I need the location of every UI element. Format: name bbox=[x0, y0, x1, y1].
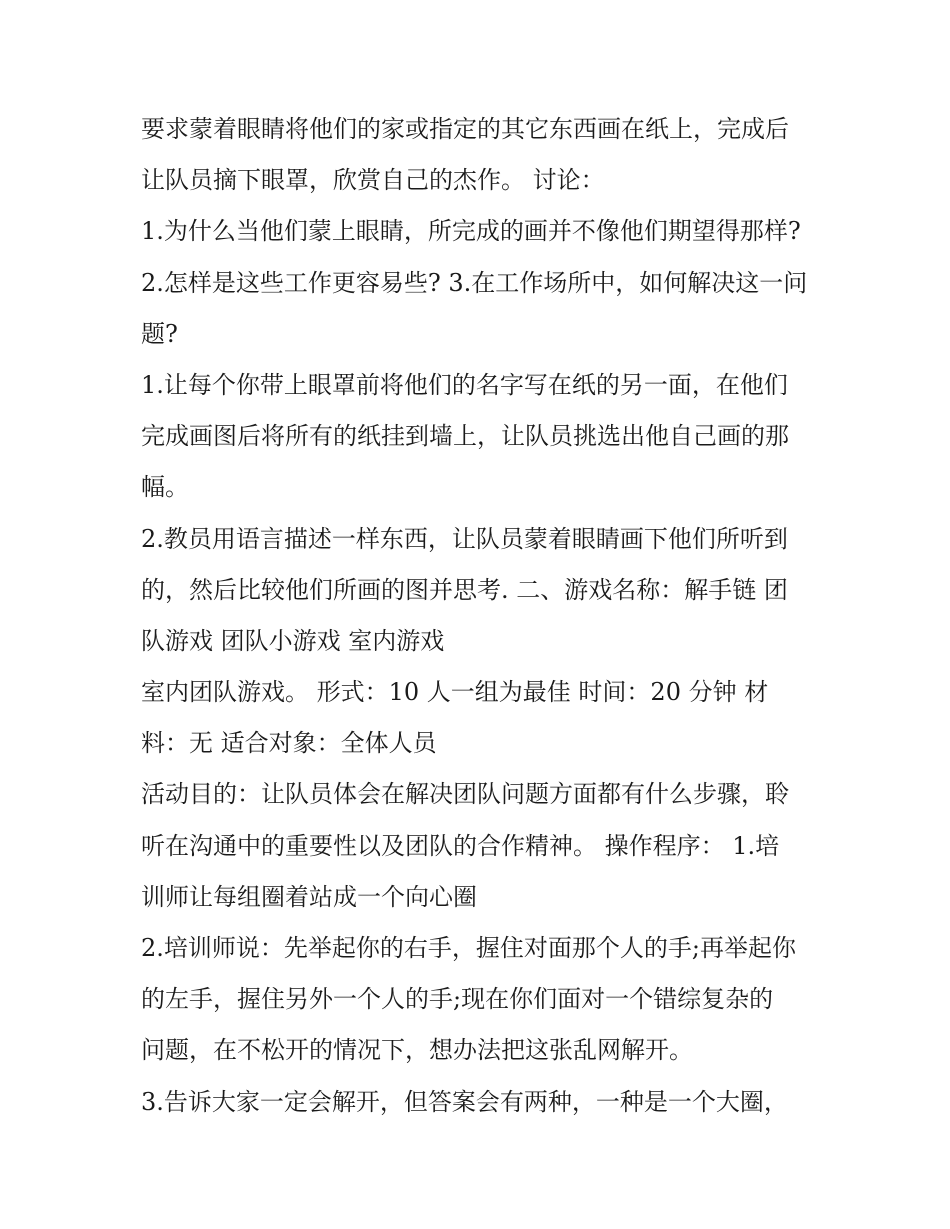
text-line: 2.教员用语言描述一样东西，让队员蒙着眼睛画下他们所听到 bbox=[141, 524, 788, 553]
text-line: 幅。 bbox=[141, 473, 189, 502]
text-line: 1.让每个你带上眼罩前将他们的名字写在纸的另一面，在他们 bbox=[141, 370, 788, 399]
text-line: 料：无 适合对象：全体人员 bbox=[141, 729, 437, 758]
text-line: 1.为什么当他们蒙上眼睛，所完成的画并不像他们期望得那样? bbox=[141, 217, 801, 246]
text-line: 让队员摘下眼罩，欣赏自己的杰作。 讨论： bbox=[141, 166, 605, 195]
text-line: 的左手，握住另外一个人的手;现在你们面对一个错综复杂的 bbox=[141, 985, 774, 1014]
text-line: 活动目的：让队员体会在解决团队问题方面都有什么步骤，聆 bbox=[141, 780, 789, 809]
text-line: 题? bbox=[141, 319, 178, 348]
text-line: 2.怎样是这些工作更容易些? 3.在工作场所中，如何解决这一问 bbox=[141, 268, 808, 297]
text-line: 3.告诉大家一定会解开，但答案会有两种，一种是一个大圈， bbox=[141, 1087, 788, 1116]
text-line: 2.培训师说：先举起你的右手，握住对面那个人的手;再举起你 bbox=[141, 934, 796, 962]
text-line: 听在沟通中的重要性以及团队的合作精神。 操作程序： 1.培 bbox=[141, 831, 780, 860]
text-line: 问题，在不松开的情况下，想办法把这张乱网解开。 bbox=[141, 1036, 693, 1065]
document-body bbox=[141, 104, 821, 1128]
text-line: 要求蒙着眼睛将他们的家或指定的其它东西画在纸上，完成后 bbox=[141, 115, 789, 143]
text-line: 队游戏 团队小游戏 室内游戏 bbox=[141, 626, 445, 655]
text-line: 的，然后比较他们所画的图并思考. 二、游戏名称：解手链 团 bbox=[141, 575, 788, 604]
text-line: 完成画图后将所有的纸挂到墙上，让队员挑选出他自己画的那 bbox=[141, 422, 789, 451]
text-line: 训师让每组圈着站成一个向心圈 bbox=[141, 882, 477, 911]
text-line: 室内团队游戏。 形式：10 人一组为最佳 时间：20 分钟 材 bbox=[141, 678, 769, 707]
